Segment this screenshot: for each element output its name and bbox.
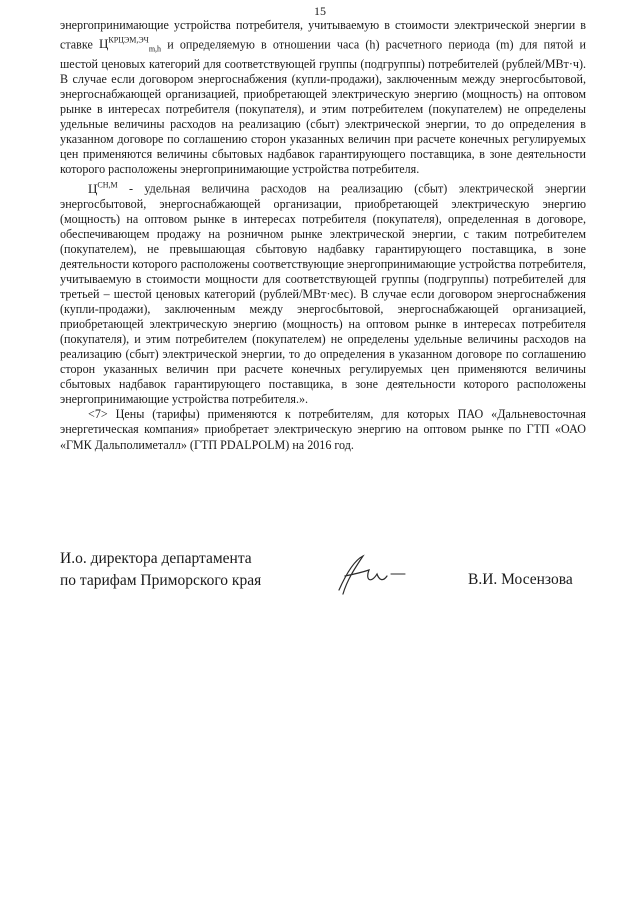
document-body [60, 18, 586, 453]
signer-title-line-1: И.о. директора департамента [60, 550, 252, 567]
signer-title-line-2: по тарифам Приморского края [60, 572, 262, 589]
tariff-symbol-2: $Ц^{СН,М}$ [88, 180, 118, 196]
handwritten-signature [325, 550, 415, 600]
paragraph-1-text: и определяемую в отношении часа (h) расчетного периода (m) для пятой и шестой ценовых категорий для соответствующей группы (подгруппы) потребителей (рублей/МВт·ч). В случае если договором энергоснабжения (купли-продажи), заключенным между энергосбытовой, энергоснабжающей организацией, приобретающей электрическую энергию (мощность) на оптовом рынке в интересах потребителя (покупателя), и этим потребителем (покупателем) не определены удельные величины расходов на реализацию (сбыт) электрической энергии, то до определения в указанном договоре по соглашению сторон указанных величин при расчете конечных регулируемых цен применяются величины сбытовых надбавок гарантирующего поставщика, в зоне деятельности которого расположены энергопринимающие устройства потребителя. [60, 37, 586, 177]
signer-name: В.И. Мосензова [468, 571, 573, 588]
paragraph-3: <7> Цены (тарифы) применяются к потребителям, для которых ПАО «Дальневосточная энергетическая компания» приобретает электрическую энергию на оптовом рынке по ГТП «ОАО «ГМК Дальполиметалл» (ГТП PDALPOLM) на 2016 год. [60, 407, 586, 452]
signature-block [60, 548, 261, 592]
tariff-symbol-1: $Ц^{КРЦЭМ,ЭЧ}_{m,h}$ [99, 36, 162, 54]
paragraph-1-lead: энергопринимающие устройства потребителя, учитываемую в стоимости электрической энергии в ставке [60, 18, 586, 52]
page-number: 15 [314, 4, 326, 18]
paragraph-1 [60, 18, 586, 177]
paragraph-2 [60, 177, 586, 407]
paragraph-2-text: - удельная величина расходов на реализацию (сбыт) электрической энергии энергосбытовой, энергоснабжающей организации, приобретающей электрическую энергию (мощность) на оптовом рынке в интересах потребителя (покупателя), определенная в договоре, обеспечивающем продажу на розничном рынке электрической энергии, с таким потребителем (покупателем), не превышающая сбытовую надбавку гарантирующего поставщика, в зоне деятельности которого расположены соответствующие энергопринимающие устройства потребителя, учитываемую в стоимости мощности для соответствующей группы (подгруппы) потребителей для третьей – шестой ценовых категорий (рублей/МВт·мес). В случае если договором энергоснабжения (купли-продажи), заключенным между энергосбытовой, энергоснабжающей организацией, приобретающей электрическую энергию (мощность) на оптовом рынке в интересах потребителя (покупателя), и этим потребителем (покупателем) не определены удельные величины расходов на реализацию (сбыт) электрической энергии, то до определения в указанном договоре по соглашению сторон указанных величин при расчете конечных регулируемых цен применяются величины сбытовых надбавок гарантирующего поставщика, в зоне деятельности которого расположены энергопринимающие устройства потребителя.». [60, 181, 586, 407]
